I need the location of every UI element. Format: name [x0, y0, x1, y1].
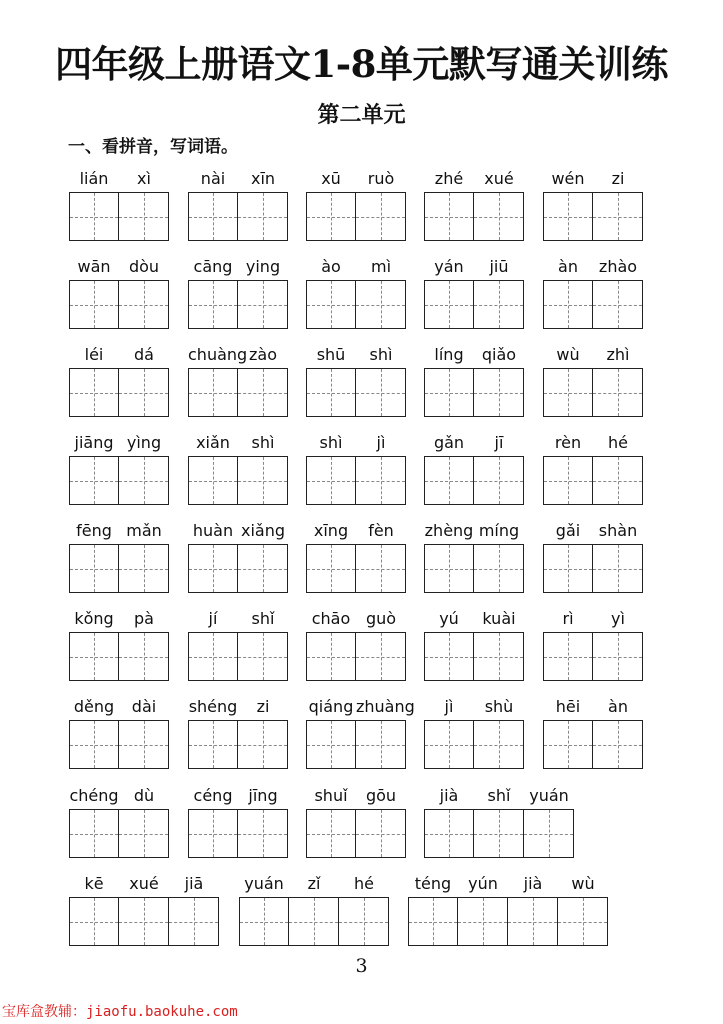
word-item: [424, 256, 524, 326]
writing-box[interactable]: [119, 368, 169, 417]
section-heading: 一、看拼音，写词语。: [68, 137, 238, 157]
pinyin-label: shéng: [188, 697, 238, 716]
pinyin-label: zhào: [598, 257, 638, 276]
writing-box[interactable]: [474, 456, 524, 505]
word-item: [188, 256, 288, 326]
pinyin-label: kǒng: [74, 609, 114, 628]
pinyin-label: líng: [434, 345, 464, 364]
writing-box[interactable]: [238, 192, 288, 241]
writing-box[interactable]: [119, 280, 169, 329]
pinyin-label: nài: [200, 169, 226, 188]
writing-box[interactable]: [306, 720, 356, 769]
writing-box[interactable]: [306, 456, 356, 505]
word-item: [188, 432, 288, 502]
unit-subtitle: 第二单元: [317, 102, 406, 128]
word-item: [188, 520, 288, 590]
page-title: 四年级上册语文1-8单元默写通关训练: [55, 42, 668, 86]
pinyin-label: jì: [376, 433, 386, 452]
writing-box[interactable]: [593, 632, 643, 681]
pinyin-label: jiā: [184, 874, 204, 893]
pinyin-label: zi: [611, 169, 625, 188]
pinyin-label: zǐ: [307, 874, 321, 893]
pinyin-label: yán: [434, 257, 464, 276]
pinyin-label: kē: [84, 874, 104, 893]
word-item: [188, 785, 288, 855]
writing-box[interactable]: [69, 368, 119, 417]
pinyin-label: hé: [608, 433, 628, 452]
word-item: [69, 785, 169, 855]
pinyin-label: fēng: [76, 521, 112, 540]
pinyin-label: zhèng: [424, 521, 474, 540]
writing-box[interactable]: [408, 897, 458, 946]
pinyin-label: xì: [137, 169, 151, 188]
pinyin-label: mǎn: [126, 521, 162, 540]
word-item: [306, 168, 406, 238]
writing-box[interactable]: [188, 280, 238, 329]
pinyin-label: xué: [129, 874, 159, 893]
pinyin-label: zào: [249, 345, 277, 364]
pinyin-label: xū: [321, 169, 341, 188]
word-item: [306, 608, 406, 678]
word-item: [424, 785, 574, 855]
writing-box[interactable]: [306, 368, 356, 417]
writing-box[interactable]: [524, 809, 574, 858]
pinyin-label: shì: [369, 345, 393, 364]
pinyin-label: yìng: [126, 433, 162, 452]
writing-box[interactable]: [458, 897, 508, 946]
writing-box[interactable]: [543, 720, 593, 769]
writing-box[interactable]: [188, 192, 238, 241]
pinyin-label: dá: [134, 345, 154, 364]
writing-box[interactable]: [119, 809, 169, 858]
pinyin-label: zi: [256, 697, 270, 716]
writing-box[interactable]: [119, 544, 169, 593]
pinyin-label: shì: [319, 433, 343, 452]
pinyin-label: yú: [439, 609, 459, 628]
writing-box[interactable]: [69, 280, 119, 329]
pinyin-label: yún: [468, 874, 498, 893]
writing-box[interactable]: [238, 368, 288, 417]
word-item: [543, 432, 643, 502]
pinyin-label: jīng: [248, 786, 278, 805]
pinyin-label: hēi: [555, 697, 581, 716]
writing-box[interactable]: [188, 456, 238, 505]
pinyin-label: chuàng: [188, 345, 248, 364]
writing-box[interactable]: [474, 192, 524, 241]
writing-box[interactable]: [424, 632, 474, 681]
word-item: [306, 696, 415, 766]
word-item: [424, 168, 524, 238]
writing-box[interactable]: [543, 192, 593, 241]
writing-box[interactable]: [593, 280, 643, 329]
pinyin-label: mì: [370, 257, 392, 276]
word-item: [408, 873, 608, 943]
pinyin-label: ào: [321, 257, 341, 276]
pinyin-label: àn: [558, 257, 578, 276]
pinyin-label: jiū: [489, 257, 509, 276]
pinyin-label: zhé: [434, 169, 464, 188]
word-item: [424, 432, 524, 502]
writing-box[interactable]: [356, 544, 406, 593]
pinyin-label: lián: [79, 169, 109, 188]
pinyin-label: jià: [439, 786, 459, 805]
writing-box[interactable]: [474, 280, 524, 329]
writing-box[interactable]: [558, 897, 608, 946]
writing-box[interactable]: [339, 897, 389, 946]
word-item: [543, 520, 643, 590]
writing-box[interactable]: [593, 544, 643, 593]
word-item: [69, 168, 169, 238]
word-item: [424, 344, 524, 414]
writing-box[interactable]: [474, 809, 524, 858]
pinyin-label: shuǐ: [314, 786, 348, 805]
word-item: [543, 168, 643, 238]
word-item: [239, 873, 389, 943]
writing-box[interactable]: [306, 632, 356, 681]
pinyin-label: céng: [193, 786, 233, 805]
writing-box[interactable]: [238, 456, 288, 505]
writing-box[interactable]: [508, 897, 558, 946]
writing-box[interactable]: [474, 632, 524, 681]
word-item: [69, 344, 169, 414]
pinyin-label: zhuàng: [356, 697, 415, 716]
pinyin-label: xīn: [250, 169, 276, 188]
word-item: [306, 785, 406, 855]
pinyin-label: dù: [133, 786, 155, 805]
writing-box[interactable]: [424, 456, 474, 505]
writing-box[interactable]: [119, 192, 169, 241]
writing-box[interactable]: [188, 632, 238, 681]
pinyin-label: chāo: [311, 609, 351, 628]
word-item: [69, 432, 169, 502]
writing-box[interactable]: [169, 897, 219, 946]
pinyin-label: jià: [523, 874, 543, 893]
pinyin-label: wù: [556, 345, 580, 364]
pinyin-label: shàn: [598, 521, 638, 540]
page-number: 3: [355, 955, 368, 977]
pinyin-label: kuài: [482, 609, 516, 628]
pinyin-label: xué: [484, 169, 514, 188]
word-item: [543, 344, 643, 414]
word-item: [306, 344, 406, 414]
pinyin-label: cāng: [193, 257, 233, 276]
pinyin-label: shū: [316, 345, 346, 364]
writing-box[interactable]: [188, 809, 238, 858]
pinyin-label: shù: [484, 697, 514, 716]
pinyin-label: shǐ: [487, 786, 511, 805]
writing-box[interactable]: [356, 368, 406, 417]
writing-box[interactable]: [356, 280, 406, 329]
pinyin-label: wān: [77, 257, 111, 276]
pinyin-label: shì: [251, 433, 275, 452]
pinyin-label: wén: [551, 169, 585, 188]
word-item: [543, 256, 643, 326]
word-item: [306, 256, 406, 326]
writing-box[interactable]: [424, 809, 474, 858]
writing-box[interactable]: [69, 809, 119, 858]
writing-box[interactable]: [69, 544, 119, 593]
pinyin-label: ying: [245, 257, 281, 276]
pinyin-label: yì: [611, 609, 625, 628]
word-item: [69, 873, 219, 943]
pinyin-label: qiǎo: [481, 345, 517, 364]
pinyin-label: dài: [131, 697, 157, 716]
pinyin-label: jì: [444, 697, 454, 716]
pinyin-label: pà: [134, 609, 154, 628]
pinyin-label: gǎn: [433, 433, 465, 452]
writing-box[interactable]: [424, 368, 474, 417]
writing-box[interactable]: [543, 456, 593, 505]
word-item: [424, 608, 524, 678]
pinyin-label: xiǎn: [196, 433, 230, 452]
writing-box[interactable]: [238, 632, 288, 681]
writing-box[interactable]: [356, 192, 406, 241]
pinyin-label: ruò: [367, 169, 395, 188]
writing-box[interactable]: [238, 280, 288, 329]
word-item: [424, 520, 524, 590]
pinyin-label: àn: [608, 697, 628, 716]
watermark: 宝库盒教辅：jiaofu.baokuhe.com: [2, 1004, 238, 1020]
pinyin-label: jiāng: [74, 433, 114, 452]
pinyin-label: xiǎng: [240, 521, 285, 540]
word-item: [306, 432, 406, 502]
writing-box[interactable]: [593, 720, 643, 769]
word-item: [424, 696, 524, 766]
word-item: [69, 256, 169, 326]
writing-box[interactable]: [593, 192, 643, 241]
writing-box[interactable]: [356, 720, 406, 769]
writing-box[interactable]: [69, 897, 119, 946]
word-item: [69, 696, 169, 766]
writing-box[interactable]: [543, 544, 593, 593]
writing-box[interactable]: [188, 368, 238, 417]
pinyin-label: gǎi: [555, 521, 581, 540]
writing-box[interactable]: [238, 544, 288, 593]
pinyin-label: téng: [414, 874, 452, 893]
pinyin-label: jī: [494, 433, 504, 452]
writing-box[interactable]: [289, 897, 339, 946]
pinyin-label: qiáng: [308, 697, 354, 716]
writing-box[interactable]: [69, 720, 119, 769]
writing-box[interactable]: [119, 632, 169, 681]
writing-box[interactable]: [306, 192, 356, 241]
writing-box[interactable]: [543, 280, 593, 329]
writing-box[interactable]: [306, 544, 356, 593]
pinyin-label: fèn: [368, 521, 394, 540]
pinyin-label: zhì: [606, 345, 630, 364]
pinyin-label: huàn: [192, 521, 234, 540]
writing-box[interactable]: [306, 809, 356, 858]
pinyin-label: děng: [73, 697, 115, 716]
writing-box[interactable]: [239, 897, 289, 946]
pinyin-label: jí: [208, 609, 218, 628]
pinyin-label: léi: [84, 345, 104, 364]
writing-box[interactable]: [474, 368, 524, 417]
writing-box[interactable]: [306, 280, 356, 329]
word-item: [188, 608, 288, 678]
writing-box[interactable]: [474, 544, 524, 593]
pinyin-label: yuán: [244, 874, 284, 893]
pinyin-label: shǐ: [251, 609, 275, 628]
writing-box[interactable]: [119, 897, 169, 946]
writing-box[interactable]: [474, 720, 524, 769]
word-item: [543, 608, 643, 678]
writing-box[interactable]: [69, 192, 119, 241]
writing-box[interactable]: [356, 456, 406, 505]
pinyin-label: rèn: [554, 433, 582, 452]
writing-box[interactable]: [424, 192, 474, 241]
writing-box[interactable]: [424, 720, 474, 769]
writing-box[interactable]: [119, 456, 169, 505]
writing-box[interactable]: [356, 809, 406, 858]
writing-box[interactable]: [593, 456, 643, 505]
pinyin-label: rì: [562, 609, 574, 628]
writing-box[interactable]: [188, 544, 238, 593]
writing-box[interactable]: [424, 544, 474, 593]
word-item: [306, 520, 406, 590]
word-item: [69, 608, 169, 678]
pinyin-label: yuán: [529, 786, 569, 805]
word-item: [188, 344, 288, 414]
writing-box[interactable]: [69, 456, 119, 505]
pinyin-label: hé: [354, 874, 374, 893]
writing-box[interactable]: [119, 720, 169, 769]
writing-box[interactable]: [424, 280, 474, 329]
writing-box[interactable]: [593, 368, 643, 417]
writing-box[interactable]: [188, 720, 238, 769]
pinyin-label: chéng: [69, 786, 119, 805]
word-item: [188, 168, 288, 238]
word-item: [543, 696, 643, 766]
pinyin-label: wù: [571, 874, 595, 893]
pinyin-label: guò: [365, 609, 397, 628]
writing-box[interactable]: [356, 632, 406, 681]
writing-box[interactable]: [543, 368, 593, 417]
writing-box[interactable]: [543, 632, 593, 681]
writing-box[interactable]: [238, 720, 288, 769]
word-item: [69, 520, 169, 590]
pinyin-label: míng: [478, 521, 520, 540]
writing-box[interactable]: [69, 632, 119, 681]
writing-box[interactable]: [238, 809, 288, 858]
pinyin-label: xīng: [313, 521, 349, 540]
word-item: [188, 696, 288, 766]
pinyin-label: dòu: [128, 257, 160, 276]
pinyin-label: gōu: [365, 786, 397, 805]
